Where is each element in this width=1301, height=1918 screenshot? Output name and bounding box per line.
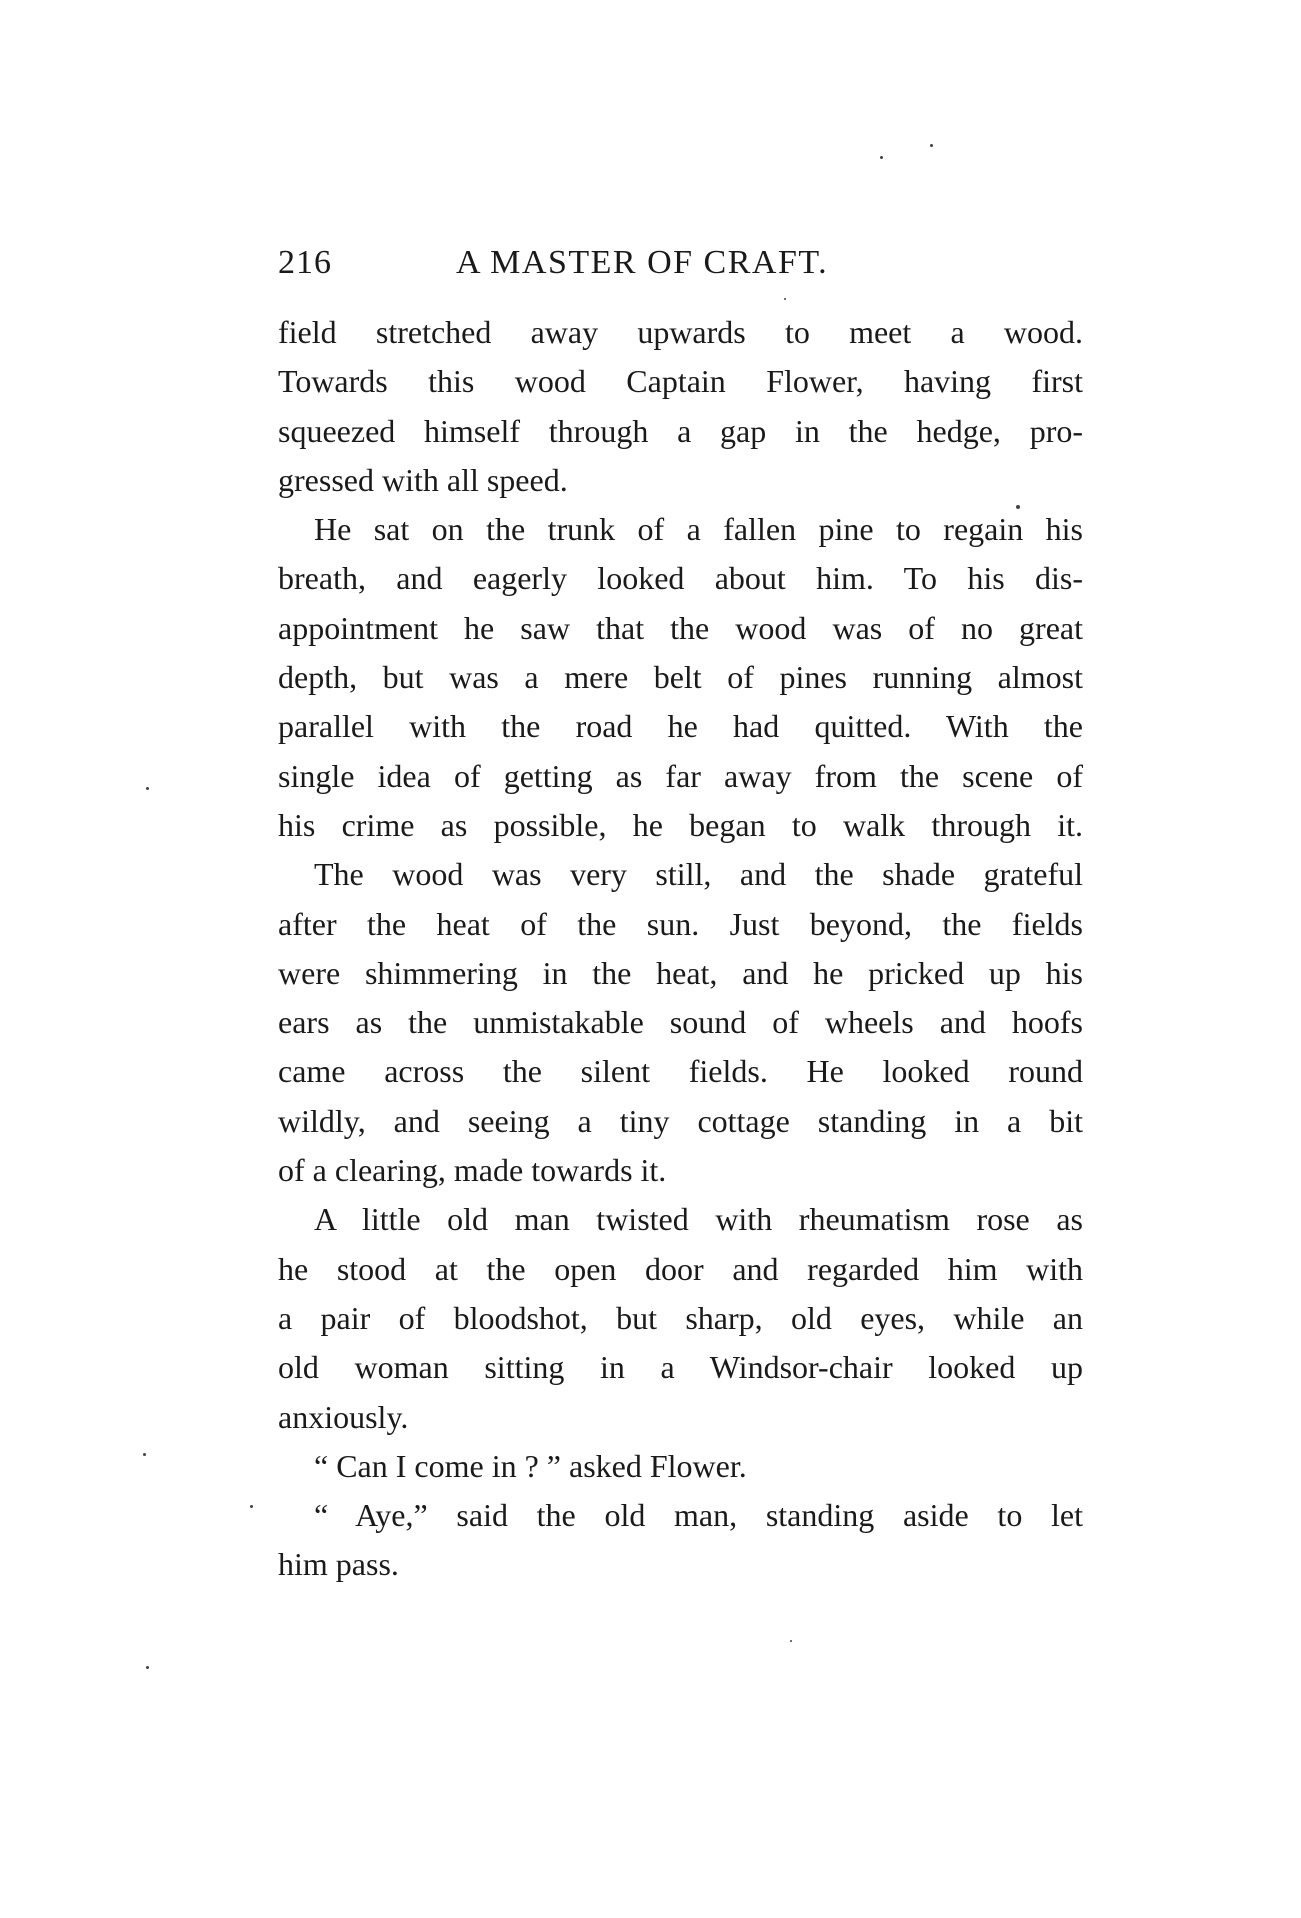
scan-speck <box>784 298 786 300</box>
paragraph-1 <box>278 308 1083 505</box>
body-text <box>278 308 1083 1590</box>
text-line: he stood at the open door and regarded him with <box>278 1250 1083 1287</box>
text-line: him pass. <box>278 1546 399 1583</box>
paragraph-6 <box>278 1491 1083 1590</box>
text-line: The wood was very still, and the shade grateful <box>314 856 1083 893</box>
paragraph-4 <box>278 1195 1083 1441</box>
paragraph-2 <box>278 505 1083 850</box>
paragraph-5 <box>278 1442 1083 1491</box>
scan-speck <box>790 1640 792 1642</box>
paragraph-3 <box>278 850 1083 1195</box>
text-line: breath, and eagerly looked about him. To his dis- <box>278 560 1083 597</box>
text-line: Towards this wood Captain Flower, having first <box>278 363 1083 400</box>
text-line: were shimmering in the heat, and he pricked up his <box>278 954 1083 991</box>
text-line: of a clearing, made towards it. <box>278 1152 667 1189</box>
text-line: came across the silent fields. He looked round <box>278 1053 1083 1090</box>
text-line: squeezed himself through a gap in the hedge, pro- <box>278 412 1083 449</box>
page-number: 216 <box>278 244 332 281</box>
text-line: old woman sitting in a Windsor-chair looked up <box>278 1349 1083 1386</box>
text-line: depth, but was a mere belt of pines running almost <box>278 659 1083 696</box>
text-line: A little old man twisted with rheumatism rose as <box>314 1201 1083 1238</box>
text-line: single idea of getting as far away from the scene of <box>278 757 1083 794</box>
text-line: wildly, and seeing a tiny cottage standing in a bit <box>278 1102 1083 1139</box>
text-line: appointment he saw that the wood was of no great <box>278 609 1083 646</box>
text-line: after the heat of the sun. Just beyond, the fields <box>278 905 1083 942</box>
scan-speck <box>880 156 883 159</box>
scan-speck <box>146 787 149 790</box>
scan-speck <box>1016 505 1020 509</box>
text-line: He sat on the trunk of a fallen pine to regain his <box>314 511 1083 548</box>
text-line: “ Can I come in ? ” asked Flower. <box>314 1447 747 1484</box>
text-line: field stretched away upwards to meet a wood. <box>278 314 1083 350</box>
scan-speck <box>146 1666 149 1669</box>
text-line: parallel with the road he had quitted. With the <box>278 708 1083 745</box>
text-line: anxiously. <box>278 1398 409 1435</box>
scan-speck <box>930 144 933 147</box>
text-line: gressed with all speed. <box>278 461 568 498</box>
text-line: a pair of bloodshot, but sharp, old eyes, while an <box>278 1299 1083 1336</box>
text-line: ears as the unmistakable sound of wheels and hoofs <box>278 1004 1083 1041</box>
scan-speck <box>143 1453 146 1456</box>
text-line: “ Aye,” said the old man, standing aside to let <box>314 1497 1083 1534</box>
scan-speck <box>250 1505 253 1508</box>
running-header <box>278 244 1098 294</box>
running-title: A MASTER OF CRAFT. <box>456 244 829 281</box>
text-line: his crime as possible, he began to walk through it. <box>278 806 1083 843</box>
